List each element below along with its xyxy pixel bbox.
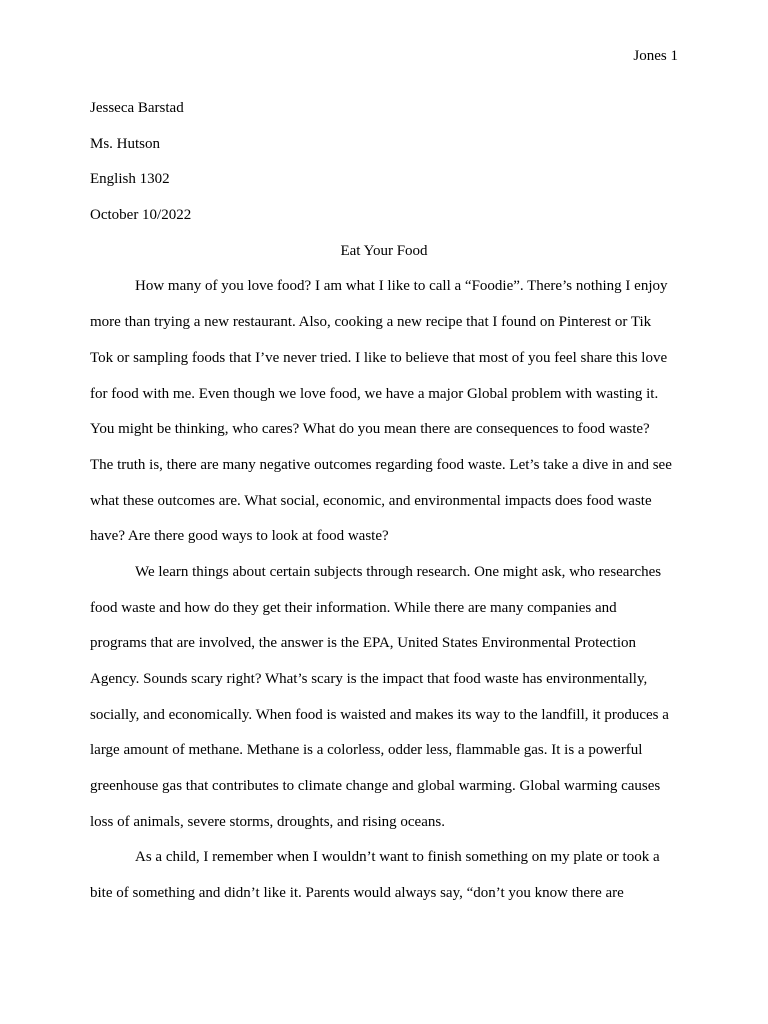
paragraph-line: more than trying a new restaurant. Also, cooking a new recipe that I found on Pinterest or Tik <box>90 314 652 331</box>
paragraph-line: have? Are there good ways to look at food waste? <box>90 528 389 545</box>
paragraph-line: programs that are involved, the answer is the EPA, United States Environmental Protection <box>90 635 636 652</box>
paragraph-line: loss of animals, severe storms, droughts, and rising oceans. <box>90 813 445 830</box>
student-name: Jesseca Barstad <box>90 100 184 116</box>
paragraph-line: Agency. Sounds scary right? What’s scary is the impact that food waste has environmentally, <box>90 671 648 687</box>
paragraph-line: Tok or sampling foods that I’ve never tried. I like to believe that most of you feel share this love <box>90 349 668 366</box>
paragraph-line: large amount of methane. Methane is a colorless, odder less, flammable gas. It is a powerful <box>90 742 643 759</box>
paragraph-line: The truth is, there are many negative outcomes regarding food waste. Let’s take a dive in and see <box>90 456 672 473</box>
paragraph-line: bite of something and didn’t like it. Parents would always say, “don’t you know there are <box>90 885 624 902</box>
essay-date: October 10/2022 <box>90 207 192 224</box>
paragraph-1 <box>90 269 678 555</box>
paragraph-line: How many of you love food? I am what I like to call a “Foodie”. There’s nothing I enjoy <box>135 278 668 295</box>
course-name: English 1302 <box>90 171 170 188</box>
paragraph-3 <box>90 840 678 911</box>
paragraph-line: We learn things about certain subjects through research. One might ask, who researches <box>135 563 662 580</box>
paragraph-line: You might be thinking, who cares? What do you mean there are consequences to food waste? <box>90 421 650 438</box>
running-head: Jones 1 <box>633 48 678 64</box>
essay-body <box>90 91 678 912</box>
paragraph-line: food waste and how do they get their information. While there are many companies and <box>90 599 617 616</box>
paragraph-line: As a child, I remember when I wouldn’t want to finish something on my plate or took a <box>135 849 660 866</box>
paragraph-line: what these outcomes are. What social, economic, and environmental impacts does food waste <box>90 492 652 509</box>
paragraph-2 <box>90 555 678 841</box>
paragraph-line: greenhouse gas that contributes to climate change and global warming. Global warming causes <box>90 778 661 795</box>
paragraph-line: for food with me. Even though we love food, we have a major Global problem with wasting it. <box>90 385 659 402</box>
paragraph-line: socially, and economically. When food is waisted and makes its way to the landfill, it produces a <box>90 706 669 723</box>
essay-title: Eat Your Food <box>340 242 428 259</box>
instructor-name: Ms. Hutson <box>90 135 161 152</box>
